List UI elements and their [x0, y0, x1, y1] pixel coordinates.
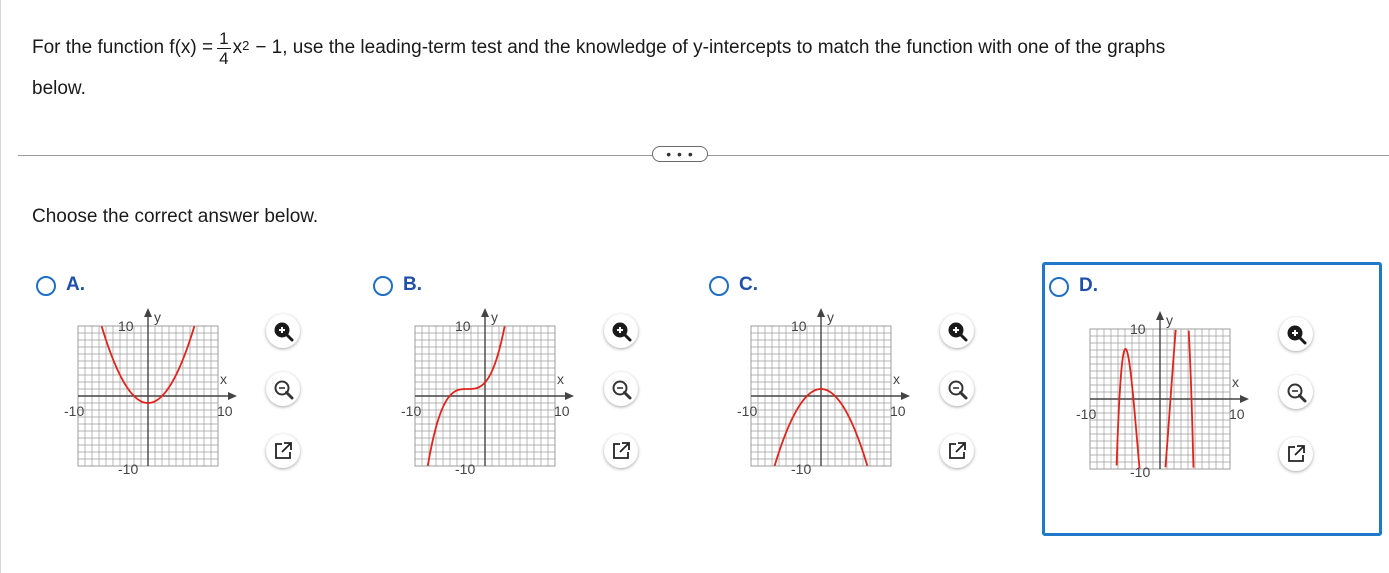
zoom-in-icon [610, 320, 632, 342]
y-min-label: -10 [791, 461, 812, 477]
x-max-label: 10 [554, 403, 570, 419]
popout-button-a[interactable] [266, 434, 300, 468]
question-line2: below. [32, 78, 86, 99]
radio-a[interactable] [36, 276, 56, 296]
x-min-label: -10 [1076, 406, 1097, 422]
fraction-denominator: 4 [219, 48, 229, 68]
popout-button-c[interactable] [940, 434, 974, 468]
y-axis-label: y [491, 309, 498, 325]
zoom-out-icon [272, 378, 294, 400]
zoom-out-button-a[interactable] [266, 372, 300, 406]
question-suffix: − 1, use the leading-term test and the knowledge of y-intercepts to match the function with one of the graphs [255, 37, 1166, 58]
zoom-in-icon [1285, 323, 1307, 345]
graph-b [373, 306, 593, 496]
zoom-in-icon [272, 320, 294, 342]
exponent: 2 [242, 38, 250, 53]
x-axis-label: x [1232, 374, 1239, 390]
y-max-label: 10 [1130, 321, 1146, 337]
zoom-in-button-c[interactable] [940, 314, 974, 348]
y-axis-arrow [481, 308, 489, 317]
popout-button-d[interactable] [1279, 437, 1313, 471]
option-d[interactable] [1042, 262, 1382, 536]
zoom-in-button-d[interactable] [1279, 317, 1313, 351]
zoom-out-icon [610, 378, 632, 400]
popout-icon [1286, 444, 1306, 464]
graph-c [709, 306, 929, 496]
x-max-label: 10 [1229, 406, 1245, 422]
y-min-label: -10 [118, 461, 139, 477]
x-term: x [232, 37, 243, 58]
radio-b[interactable] [373, 276, 393, 296]
fraction-numerator: 1 [219, 28, 229, 48]
y-axis-label: y [1166, 312, 1173, 328]
y-min-label: -10 [455, 461, 476, 477]
x-axis-arrow [228, 392, 237, 400]
option-label-b: B. [403, 274, 422, 295]
option-label-a: A. [66, 274, 85, 295]
x-axis-label: x [557, 371, 564, 387]
left-border [0, 0, 1, 573]
y-min-label: -10 [1130, 464, 1151, 480]
option-c[interactable] [709, 266, 1039, 526]
option-label-c: C. [739, 274, 758, 295]
x-max-label: 10 [890, 403, 906, 419]
option-a[interactable] [36, 266, 366, 526]
y-max-label: 10 [455, 318, 471, 334]
x-max-label: 10 [217, 403, 233, 419]
popout-icon [611, 441, 631, 461]
graph-d [1048, 309, 1268, 499]
graph-a [36, 306, 256, 496]
x-min-label: -10 [737, 403, 758, 419]
x-axis-arrow [1240, 395, 1249, 403]
radio-c[interactable] [709, 276, 729, 296]
zoom-in-button-b[interactable] [604, 314, 638, 348]
y-axis-arrow [817, 308, 825, 317]
zoom-out-icon [946, 378, 968, 400]
zoom-out-icon [1285, 381, 1307, 403]
zoom-in-icon [946, 320, 968, 342]
x-min-label: -10 [401, 403, 422, 419]
y-axis-arrow [144, 308, 152, 317]
popout-icon [273, 441, 293, 461]
popout-icon [947, 441, 967, 461]
y-axis-label: y [154, 309, 161, 325]
x-axis-label: x [893, 371, 900, 387]
y-max-label: 10 [791, 318, 807, 334]
option-label-d: D. [1079, 275, 1098, 296]
question-prefix: For the function f(x) = [32, 37, 214, 58]
fraction [217, 29, 230, 68]
y-axis-arrow [1156, 311, 1164, 320]
zoom-out-button-b[interactable] [604, 372, 638, 406]
zoom-out-button-c[interactable] [940, 372, 974, 406]
zoom-in-button-a[interactable] [266, 314, 300, 348]
y-axis-label: y [827, 309, 834, 325]
x-min-label: -10 [64, 403, 85, 419]
radio-d[interactable] [1049, 277, 1069, 297]
x-axis-label: x [220, 371, 227, 387]
more-button[interactable]: • • • [652, 146, 708, 162]
zoom-out-button-d[interactable] [1279, 375, 1313, 409]
y-max-label: 10 [118, 318, 134, 334]
x-axis-arrow [901, 392, 910, 400]
x-axis-arrow [565, 392, 574, 400]
instruction: Choose the correct answer below. [32, 206, 319, 227]
question-text [32, 22, 1382, 102]
option-b[interactable] [373, 266, 703, 526]
popout-button-b[interactable] [604, 434, 638, 468]
